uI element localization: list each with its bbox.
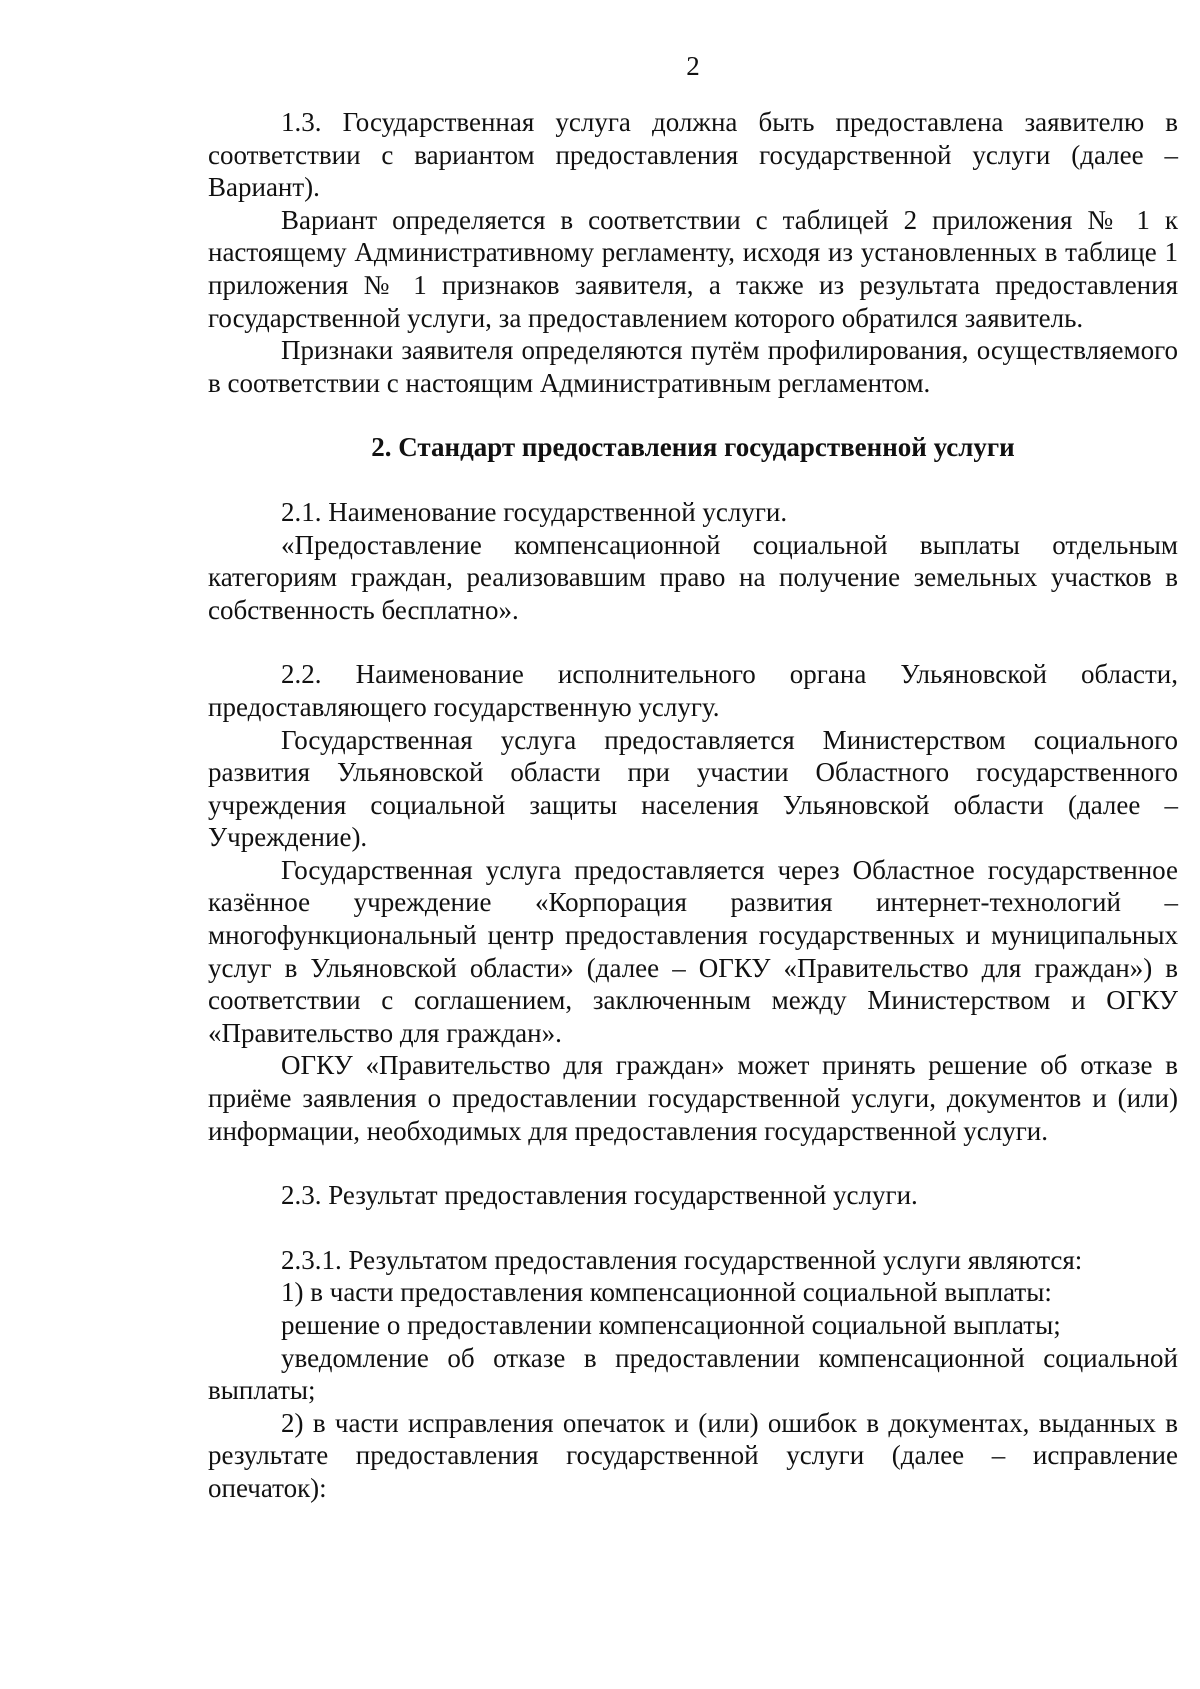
- section-2-3-title: 2.3. Результат предоставления государственной услуги.: [281, 1180, 918, 1211]
- section-2-1-text: «Предоставление компенсационной социальной выплаты отдельным категориям граждан, реализовавшим право на получение земельных участков в собственность бесплатно».: [208, 529, 1178, 625]
- section-2-2-paragraph-1: Государственная услуга предоставляется Министерством социального развития Ульяновской области при участии Областного государственного учреждения социальной защиты населения Ульяновской области (далее – Учреждение).: [208, 724, 1178, 853]
- document-body: [208, 106, 1178, 1505]
- list-item-1a: решение о предоставлении компенсационной социальной выплаты;: [281, 1310, 1061, 1340]
- section-2-2-title: 2.2. Наименование исполнительного органа Ульяновской области, предоставляющего государственную услугу.: [208, 659, 1178, 722]
- list-item-2: 2) в части исправления опечаток и (или) ошибок в документах, выданных в результате предоставления государственной услуги (далее – исправление опечаток):: [208, 1407, 1178, 1503]
- paragraph-signs: Признаки заявителя определяются путём профилирования, осуществляемого в соответствии с настоящим Административным регламентом.: [208, 335, 1178, 398]
- section-heading: 2. Стандарт предоставления государственной услуги: [371, 432, 1015, 463]
- section-2-2-paragraph-3: ОГКУ «Правительство для граждан» может принять решение об отказе в приёме заявления о предоставлении государственной услуги, документов и (или) информации, необходимых для предоставления государственной услуги.: [208, 1050, 1178, 1146]
- paragraph-variant: Вариант определяется в соответствии с таблицей 2 приложения № 1 к настоящему Административному регламенту, исходя из установленных в таблице 1 приложения № 1 признаков заявителя, а также из результата предоставления государственной услуги, за предоставлением которого обратился заявитель.: [208, 204, 1178, 333]
- section-2-2-paragraph-2: Государственная услуга предоставляется через Областное государственное казённое учреждение «Корпорация развития интернет-технологий – многофункциональный центр предоставления государственных и муниципальных услуг в Ульяновской области» (далее – ОГКУ «Правительство для граждан») в соответствии с соглашением, заключенным между Министерством и ОГКУ «Правительство для граждан».: [208, 854, 1178, 1048]
- section-2-3-1: 2.3.1. Результатом предоставления государственной услуги являются:: [281, 1244, 1083, 1275]
- section-2-1-title: 2.1. Наименование государственной услуги.: [281, 496, 788, 527]
- list-item-1b: уведомление об отказе в предоставлении компенсационной социальной выплаты;: [208, 1342, 1178, 1406]
- list-item-1: 1) в части предоставления компенсационной социальной выплаты:: [281, 1277, 1052, 1308]
- paragraph-1-3: 1.3. Государственная услуга должна быть предоставлена заявителю в соответствии с вариантом предоставления государственной услуги (далее – Вариант).: [208, 107, 1178, 203]
- page-number: 2: [686, 51, 700, 81]
